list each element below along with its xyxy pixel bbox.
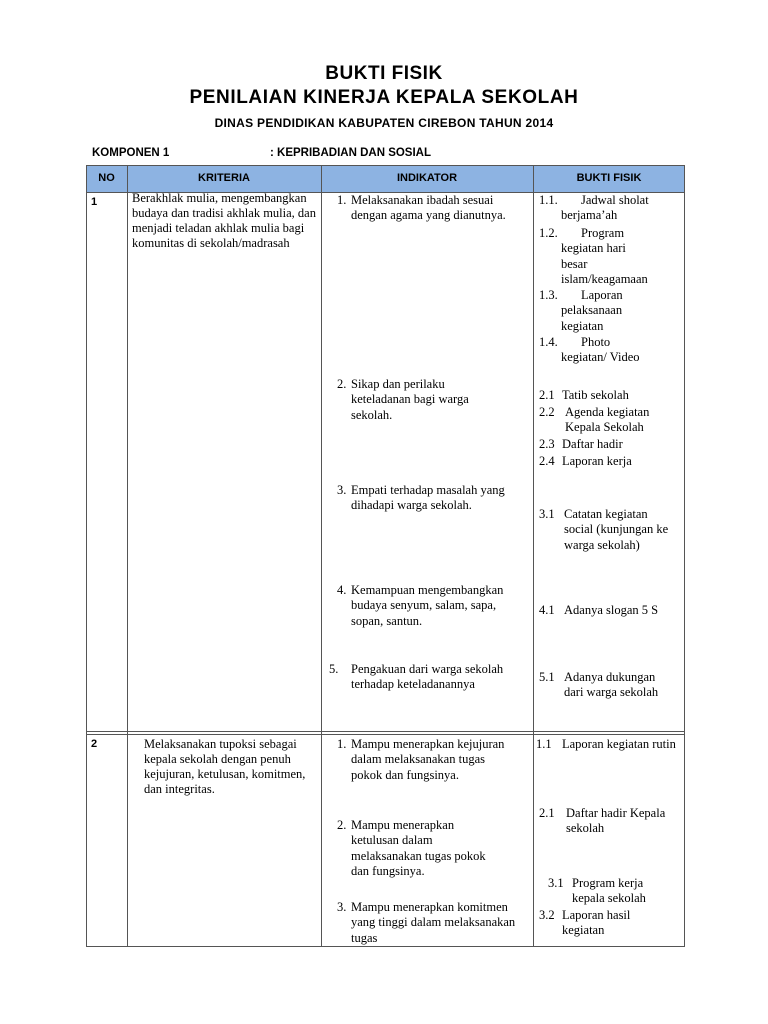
row-1-indikator-4 (337, 583, 507, 629)
list-number: 2.1 (539, 806, 555, 820)
row-2-bukti-2-1 (539, 806, 674, 837)
list-number: 3. (337, 900, 347, 914)
document-title: BUKTI FISIK (325, 63, 443, 84)
komponen-line (92, 147, 432, 159)
bukti-text: Daftar hadir (562, 437, 623, 451)
list-number: 2. (337, 818, 347, 832)
indikator-text: Empati terhadap masalah yang dihadapi warga sekolah. (351, 483, 505, 513)
indikator-text: Mampu menerapkan ketulusan dalam melaksanakan tugas pokok dan fungsinya. (351, 818, 486, 878)
bukti-text: Agenda kegiatan Kepala Sekolah (565, 405, 650, 435)
list-number: 3.1 (539, 507, 555, 521)
indikator-text: Mampu menerapkan komitmen yang tinggi dalam melaksanakan tugas (351, 900, 516, 945)
column-header-kriteria: KRITERIA (198, 172, 250, 184)
indikator-text: Sikap dan perilaku keteladanan bagi warga sekolah. (351, 377, 469, 422)
list-number: 1.3. (539, 288, 558, 302)
row-2-kriteria: Melaksanakan tupoksi sebagai kepala sekolah dengan penuh kejujuran, ketulusan, komitmen, dan integritas. (144, 737, 306, 796)
list-number: 1.1 (536, 737, 552, 751)
list-number: 4. (337, 583, 347, 597)
document-subtitle: PENILAIAN KINERJA KEPALA SEKOLAH (189, 87, 579, 108)
row-1-bukti-1-1 (539, 193, 679, 224)
column-header-indikator: INDIKATOR (396, 172, 458, 184)
list-number: 3.2 (539, 908, 555, 922)
list-number: 2.4 (539, 454, 555, 468)
row-1-bukti-1-4 (539, 335, 649, 366)
list-number: 1.4. (539, 335, 558, 349)
column-header-no: NO (98, 172, 115, 184)
row-2-no: 2 (91, 738, 98, 750)
document-title-block (0, 62, 768, 132)
table-divider (533, 165, 534, 947)
list-number: 2. (337, 377, 347, 391)
column-header-bukti-fisik: BUKTI FISIK (576, 172, 642, 184)
list-number: 1. (337, 193, 347, 207)
bukti-text: Program kerja kepala sekolah (572, 876, 646, 906)
bukti-text: Photo kegiatan/ Video (561, 335, 640, 365)
indikator-text: Melaksanakan ibadah sesuai dengan agama yang dianutnya. (351, 193, 506, 223)
indikator-text: Kemampuan mengembangkan budaya senyum, salam, sapa, sopan, santun. (351, 583, 504, 628)
bukti-text: Jadwal sholat berjama’ah (561, 193, 649, 223)
table-border-right (684, 165, 685, 947)
row-1-bukti-2-3 (539, 437, 679, 452)
row-1-bukti-1-3 (539, 288, 649, 334)
row-1-indikator-2 (337, 377, 497, 423)
table-border-top (86, 165, 685, 166)
row-1-bukti-2-1 (539, 388, 679, 403)
list-number: 2.2 (539, 405, 555, 419)
table-divider (321, 165, 322, 947)
komponen-value: : KEPRIBADIAN DAN SOSIAL (270, 147, 432, 159)
indikator-text: Pengakuan dari warga sekolah terhadap keteladanannya (351, 662, 504, 692)
table-border-bottom (86, 946, 685, 947)
list-number: 1.2. (539, 226, 558, 240)
row-1-kriteria: Berakhlak mulia, mengembangkan budaya dan tradisi akhlak mulia, dan menjadi teladan akhlak mulia bagi komunitas di sekolah/madrasah (132, 191, 316, 250)
list-number: 1. (337, 737, 347, 751)
komponen-label: KOMPONEN 1 (92, 147, 170, 159)
table-divider (86, 731, 685, 732)
row-1-bukti-1-2 (539, 226, 649, 287)
bukti-text: Daftar hadir Kepala sekolah (566, 806, 666, 836)
bukti-text: Catatan kegiatan social (kunjungan ke warga sekolah) (564, 507, 669, 552)
row-1-bukti-2-2 (539, 405, 679, 436)
row-2-bukti-3-2 (539, 908, 674, 939)
row-1-bukti-5-1 (539, 670, 664, 701)
list-number: 3.1 (548, 876, 564, 890)
row-2-indikator-1 (337, 737, 512, 783)
row-1-indikator-5 (329, 662, 504, 693)
row-1-indikator-1 (337, 193, 529, 224)
bukti-text: Adanya dukungan dari warga sekolah (564, 670, 659, 700)
row-1-indikator-3 (337, 483, 512, 514)
list-number: 3. (337, 483, 347, 497)
list-number: 2.3 (539, 437, 555, 451)
list-number: 2.1 (539, 388, 555, 402)
document-office: DINAS PENDIDIKAN KABUPATEN CIREBON TAHUN 2014 (214, 116, 554, 130)
row-1-bukti-4-1 (539, 603, 674, 618)
list-number: 4.1 (539, 603, 555, 617)
row-1-bukti-2-4 (539, 454, 679, 469)
table-divider (127, 165, 128, 947)
row-2-indikator-2 (337, 818, 487, 879)
indikator-text: Mampu menerapkan kejujuran dalam melaksanakan tugas pokok dan fungsinya. (351, 737, 505, 782)
list-number: 1.1. (539, 193, 558, 207)
bukti-text: Laporan kerja (562, 454, 632, 468)
bukti-text: Program kegiatan hari besar islam/keagamaan (561, 226, 648, 286)
row-1-bukti-3-1 (539, 507, 674, 553)
bukti-text: Tatib sekolah (562, 388, 629, 402)
bukti-text: Laporan kegiatan rutin (562, 737, 676, 751)
table-divider (86, 734, 685, 735)
row-2-indikator-3 (337, 900, 527, 946)
list-number: 5.1 (539, 670, 555, 684)
bukti-fisik-table (86, 165, 685, 947)
list-number: 5. (329, 662, 339, 676)
bukti-text: Adanya slogan 5 S (564, 603, 659, 617)
row-2-bukti-1-1 (536, 737, 679, 752)
row-1-no: 1 (91, 196, 98, 208)
bukti-text: Laporan pelaksanaan kegiatan (561, 288, 623, 333)
table-border-left (86, 165, 87, 947)
bukti-text: Laporan hasil kegiatan (562, 908, 631, 938)
row-2-bukti-3-1 (548, 876, 678, 907)
